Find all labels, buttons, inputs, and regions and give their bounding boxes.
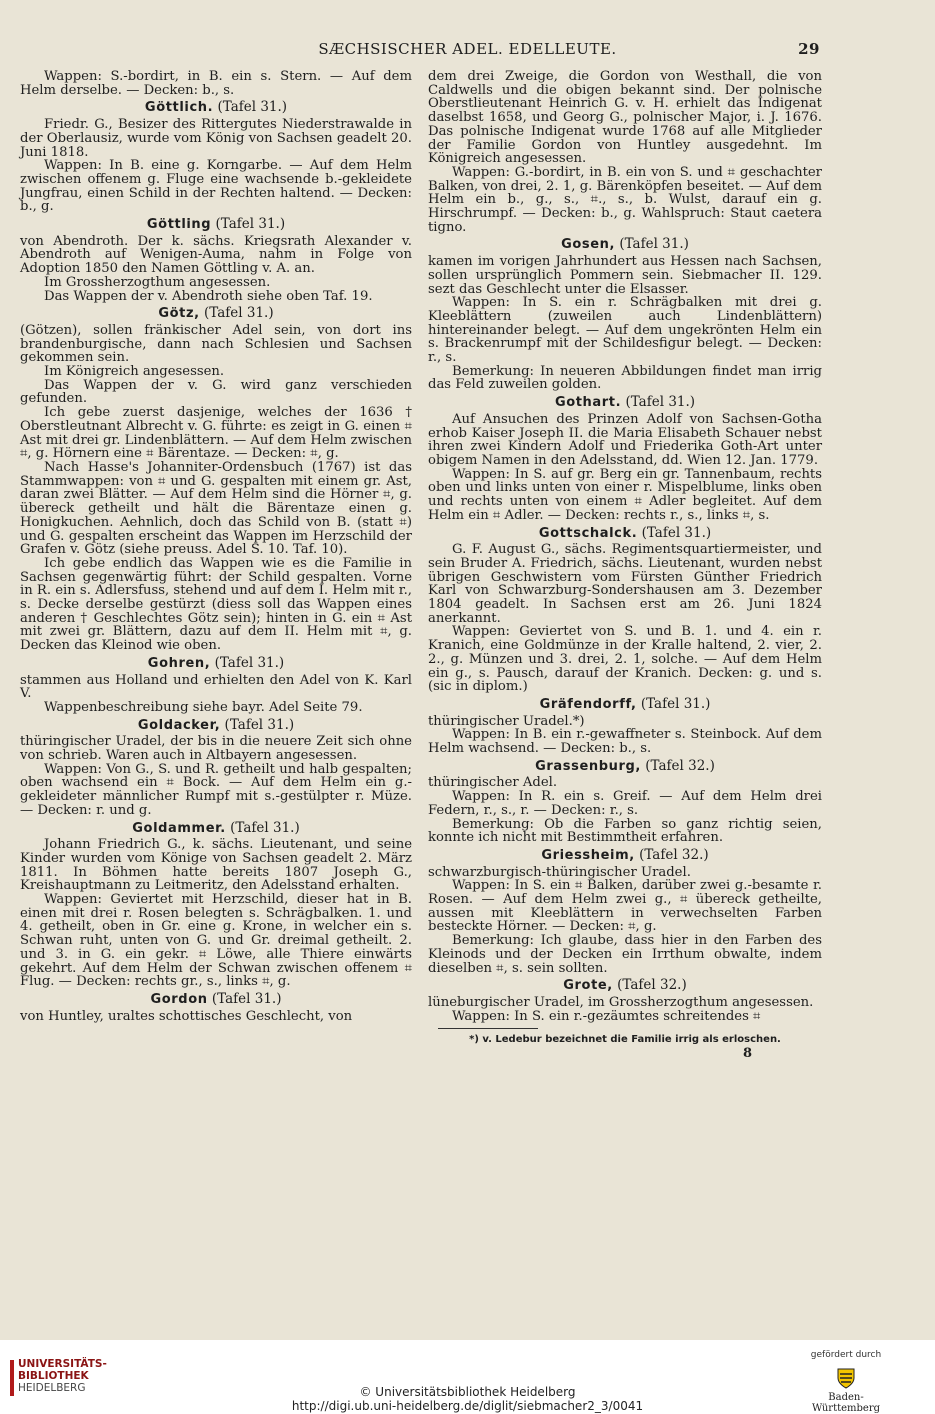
paragraph: Friedr. G., Besizer des Rittergutes Niederstrawalde in der Oberlausiz, wurde vom König von Sachsen geadelt 20. Juni 1818. xyxy=(20,117,412,160)
paragraph: dem drei Zweige, die Gordon von Westhall, die von Caldwells und die obigen bekannt sind. Der polnische Oberstlieutenant Heinrich G. v. H. erhielt das Indigenat daselbst 1658, und Georg G., polnischer Major, i. J. 1676. Das polnische Indigenat wurde 1768 auf alle Mitglieder der Familie Gordon von Huntley ausgedehnt. Im Königreich angesessen. xyxy=(428,69,822,167)
paragraph: Wappen: In S. ein r. Schrägbalken mit drei g. Kleeblättern (zuweilen auch Lindenblättern) hintereinander belegt. — Auf dem ungekrönten Helm ein s. Brackenrumpf mit der Schildesfigur belegt. — Decken: r., s. xyxy=(428,295,822,366)
paragraph: Bemerkung: In neueren Abbildungen findet man irrig das Feld zuweilen golden. xyxy=(428,363,822,393)
entry-plate: (Tafel 31.) xyxy=(625,394,696,411)
entry-plate: (Tafel 31.) xyxy=(211,991,282,1007)
entry-name: Göttling xyxy=(146,217,212,233)
paragraph: Wappen: In R. ein s. Greif. — Auf dem Helm drei Federn, r., s., r. — Decken: r., s. xyxy=(428,789,822,818)
paragraph: von Huntley, uraltes schottisches Geschlecht, von xyxy=(20,1008,353,1024)
entry-name: Gräfendorff, xyxy=(539,696,637,712)
paragraph: Ich gebe zuerst dasjenige, welches der 1636 † Oberstleutnant Albrecht v. G. führte: es zeigt in G. einen ⌗ Ast mit drei gr. Lindenblättern. — Auf dem Helm zwischen ⌗, g. Hörnern eine ⌗ Bärentaze. — Decken: ⌗, g. xyxy=(20,405,412,462)
paragraph: Auf Ansuchen des Prinzen Adolf von Sachsen-Gotha erhob Kaiser Joseph II. die Maria Elisabeth Schauer nebst ihren zwei Kindern Adolf und Friederika Goth-Art unter obigem Namen in den Adelsstand, dd. Wien 12. Jan. 1779. xyxy=(428,411,822,468)
entry-heading xyxy=(20,101,412,115)
entry-heading xyxy=(428,757,822,774)
state-name: Baden-Württemberg xyxy=(811,1392,881,1414)
entry-name: Göttlich. xyxy=(144,100,214,116)
entry-plate: (Tafel 31.) xyxy=(640,695,711,712)
entry-plate: (Tafel 32.) xyxy=(639,846,709,863)
entry-heading xyxy=(20,654,412,671)
paragraph: Nach Hasse's Johanniter-Ordensbuch (1767) ist das Stammwappen: von ⌗ und G. gespalten mit einem gr. Ast, daran zwei Blätter. — Auf dem Helm sind die Hörner ⌗, g. übereck getheilt und hält die Bärentaze einen g. Honigkuchen. Aehnlich, doch das Schild von B. (statt ⌗) und G. gespalten erscheint das Wappen im Herzschild der Grafen v. Götz (siehe preuss. Adel S. 10. Taf. 10). xyxy=(20,459,412,558)
paragraph: Wappen: In B. ein r.-gewaffneter s. Steinbock. Auf dem Helm wachsend. — Decken: b., s. xyxy=(428,727,822,757)
entry-heading xyxy=(20,218,412,232)
paragraph: schwarzburgisch-thüringischer Uradel. xyxy=(428,864,691,880)
printer-signature: 8 xyxy=(742,1046,752,1062)
paragraph: stammen aus Holland und erhielten den Adel von K. Karl V. xyxy=(20,672,412,702)
paragraph: Wappen: S.-bordirt, in B. ein s. Stern. — Auf dem Helm derselbe. — Decken: b., s. xyxy=(20,69,412,98)
paragraph: Wappen: G.-bordirt, in B. ein von S. und ⌗ geschachter Balken, von drei, 2. 1, g. Bärenköpfen beseitet. — Auf dem Helm ein b., g., s., ⌗., s., b. Wulst, darauf ein g. Hirschrumpf. — Decken: b., g. Wahlspruch: Staut caetera tigno. xyxy=(428,164,822,235)
entry-plate: (Tafel 31.) xyxy=(641,524,712,541)
paragraph: kamen im vorigen Jahrhundert aus Hessen nach Sachsen, sollen ursprünglich Pommern sein. Siebmacher II. 129. sezt das Geschlecht unter die Elsasser. xyxy=(428,254,822,297)
footnote: *) v. Ledebur bezeichnet die Familie irrig als erloschen. xyxy=(469,1034,781,1046)
entry-plate: (Tafel 31.) xyxy=(217,99,288,116)
entry-plate: (Tafel 31.) xyxy=(230,819,300,836)
copyright-text: © Universitätsbibliothek Heidelberg xyxy=(359,1385,576,1399)
entry-name: Gothart. xyxy=(554,395,622,411)
entry-name: Götz, xyxy=(158,306,200,322)
funding-badge xyxy=(801,1350,891,1414)
entry-name: Gohren, xyxy=(147,655,211,671)
page-title: SÆCHSISCHER ADEL. EDELLEUTE. xyxy=(318,40,617,58)
paragraph: Das Wappen der v. Abendroth siehe oben Taf. 19. xyxy=(44,288,373,304)
paragraph: Wappen: Geviertet mit Herzschild, dieser hat in B. einen mit drei r. Rosen belegten s. Schrägbalken. 1. und 4. getheilt, oben in Gr. eine g. Krone, in welcher ein s. Schwan ruht, unten von G. und Gr. dreimal getheilt. 2. und 3. in G. ein gekr. ⌗ Löwe, alle Thiere einwärts gekehrt. Auf dem Helm der Schwan zwischen offenem ⌗ Flug. — Decken: rechts gr., s., links ⌗, g. xyxy=(20,892,412,990)
footnote-divider xyxy=(438,1028,538,1029)
entry-name: Goldacker, xyxy=(137,717,221,733)
paragraph: thüringischer Uradel.*) xyxy=(428,713,585,729)
entry-plate: (Tafel 31.) xyxy=(204,305,274,322)
paragraph: Das Wappen der v. G. wird ganz verschieden gefunden. xyxy=(20,377,412,407)
entry-name: Grote, xyxy=(563,978,613,994)
credit-block xyxy=(0,1385,935,1413)
entry-heading xyxy=(20,716,412,733)
paragraph: Wappen: In S. ein ⌗ Balken, darüber zwei g.-besamte r. Rosen. — Auf dem Helm zwei g., ⌗ übereck getheilte, aussen mit Kleeblättern in verwechselten Farben besteckte Hörner. — Decken: ⌗, g. xyxy=(428,878,822,935)
paragraph: lüneburgischer Uradel, im Grossherzogthum angesessen. xyxy=(428,995,814,1010)
entry-plate: (Tafel 32.) xyxy=(617,977,687,994)
paragraph: (Götzen), sollen fränkischer Adel sein, von dort ins brandenburgische, dann nach Schlesien und Sachsen gekommen sein. xyxy=(20,322,412,366)
entry-name: Grassenburg, xyxy=(535,758,641,774)
running-header xyxy=(0,40,935,62)
paragraph: Wappen: In S. auf gr. Berg ein gr. Tannenbaum, rechts oben und links unten von einer r. Mispelblume, links oben und rechts unten von einem ⌗ Adler begleitet. Auf dem Helm ein ⌗ Adler. — Decken: rechts r., s., links ⌗, s. xyxy=(428,466,822,523)
entry-plate: (Tafel 31.) xyxy=(619,236,689,253)
paragraph: Wappen: Geviertet von S. und B. 1. und 4. ein r. Kranich, eine Goldmünze in der Kralle haltend, 2. vier, 2. 2., g. Münzen und 3. drei, 2. 1, solche. — Auf dem Helm ein g., s. Pausch, darauf der Kranich. Decken: g. und s. (sic in diplom.) xyxy=(428,624,822,695)
page-number: 29 xyxy=(798,40,820,58)
entry-heading xyxy=(428,238,822,252)
paragraph: Johann Friedrich G., k. sächs. Lieutenant, und seine Kinder wurden vom Könige von Sachsen geadelt 2. März 1811. In Böhmen hatte bereits 1807 Joseph G., Kreishauptmann zu Leitmeritz, den Adelsstand erhalten. xyxy=(20,837,412,894)
entry-heading xyxy=(428,846,822,863)
paragraph: Wappenbeschreibung siehe bayr. Adel Seite 79. xyxy=(44,699,363,715)
entry-plate: (Tafel 31.) xyxy=(215,216,286,233)
funded-by-label: gefördert durch xyxy=(810,1350,882,1360)
paragraph: Im Grossherzogthum angesessen. xyxy=(44,274,271,290)
entry-plate: (Tafel 32.) xyxy=(645,757,715,774)
paragraph: Im Königreich angesessen. xyxy=(44,364,225,380)
permalink-url[interactable]: http://digi.ub.uni-heidelberg.de/diglit/siebmacher2_3/0041 xyxy=(291,1399,644,1413)
entry-heading xyxy=(20,307,412,321)
entry-name: Gosen, xyxy=(561,237,616,253)
paragraph: Bemerkung: Ob die Farben so ganz richtig seien, konnte ich nicht mit Bestimmtheit erfahren. xyxy=(428,816,822,846)
paragraph: Bemerkung: Ich glaube, dass hier in den Farben des Kleinods und der Decken ein Irrthum obwalte, indem dieselben ⌗, s. sein sollten. xyxy=(428,933,822,976)
entry-plate: (Tafel 31.) xyxy=(224,716,295,733)
paragraph: Wappen: Von G., S. und R. getheilt und halb gespalten; oben wachsend ein ⌗ Bock. — Auf dem Helm ein g.-gekleideter männlicher Rumpf mit s.-gestülpter r. Müze. — Decken: r. und g. xyxy=(20,761,412,818)
paragraph: Ich gebe endlich das Wappen wie es die Familie in Sachsen gegenwärtig führt: der Schild gespalten. Vorne in R. ein s. Adlersfuss, stehend und auf dem I. Helm mit r., s. Decke derselbe gestürzt (diess soll das Wappen eines anderen † Geschlechtes Götz sein); hinten in G. ein ⌗ Ast mit zwei gr. Blättern, dazu auf dem II. Helm mit ⌗, g. Decken das Kleinod wie oben. xyxy=(20,555,412,654)
entry-name: Griessheim, xyxy=(541,847,635,863)
paragraph: G. F. August G., sächs. Regimentsquartiermeister, und sein Bruder A. Friedrich, sächs. Lieutenant, wurden nebst übrigen Geschwistern vom Fürsten Günther Friedrich Karl von Schwarzburg-Sondershausen am 3. Dezember 1804 geadelt. In Sachsen erst am 26. Juni 1824 anerkannt. xyxy=(428,542,822,626)
entry-name: Gottschalck. xyxy=(538,525,638,541)
logo-line: UNIVERSITÄTS- xyxy=(18,1358,107,1370)
entry-heading xyxy=(428,396,822,410)
entry-heading xyxy=(20,819,412,836)
entry-name: Goldammer. xyxy=(132,820,226,836)
entry-plate: (Tafel 31.) xyxy=(214,654,285,671)
left-column xyxy=(20,70,412,1023)
entry-name: Gordon xyxy=(150,992,208,1007)
entry-heading xyxy=(428,695,822,712)
entry-heading xyxy=(428,979,822,993)
paragraph: thüringischer Adel. xyxy=(428,775,558,791)
paragraph: Wappen: In B. eine g. Korngarbe. — Auf dem Helm zwischen offenem g. Fluge eine wachsende b.-gekleidete Jungfrau, einen Schild in der Rechten haltend. — Decken: b., g. xyxy=(20,158,412,215)
viewer-footer xyxy=(0,1340,935,1414)
logo-line: HEIDELBERG xyxy=(18,1382,86,1394)
paragraph: thüringischer Uradel, der bis in die neuere Zeit sich ohne von schrieb. Waren auch in Altbayern angesessen. xyxy=(20,734,412,764)
right-column xyxy=(428,70,822,1061)
logo-line: BIBLIOTHEK xyxy=(18,1370,89,1382)
paragraph: Wappen: In S. ein r.-gezäumtes schreitendes ⌗ xyxy=(452,1008,761,1024)
paragraph: von Abendroth. Der k. sächs. Kriegsrath Alexander v. Abendroth auf Wenigen-Auma, nahm in Folge von Adoption 1850 den Namen Göttling v. A. an. xyxy=(20,233,412,277)
entry-heading xyxy=(20,993,412,1007)
coat-of-arms-icon xyxy=(834,1366,858,1390)
entry-heading xyxy=(428,524,822,541)
